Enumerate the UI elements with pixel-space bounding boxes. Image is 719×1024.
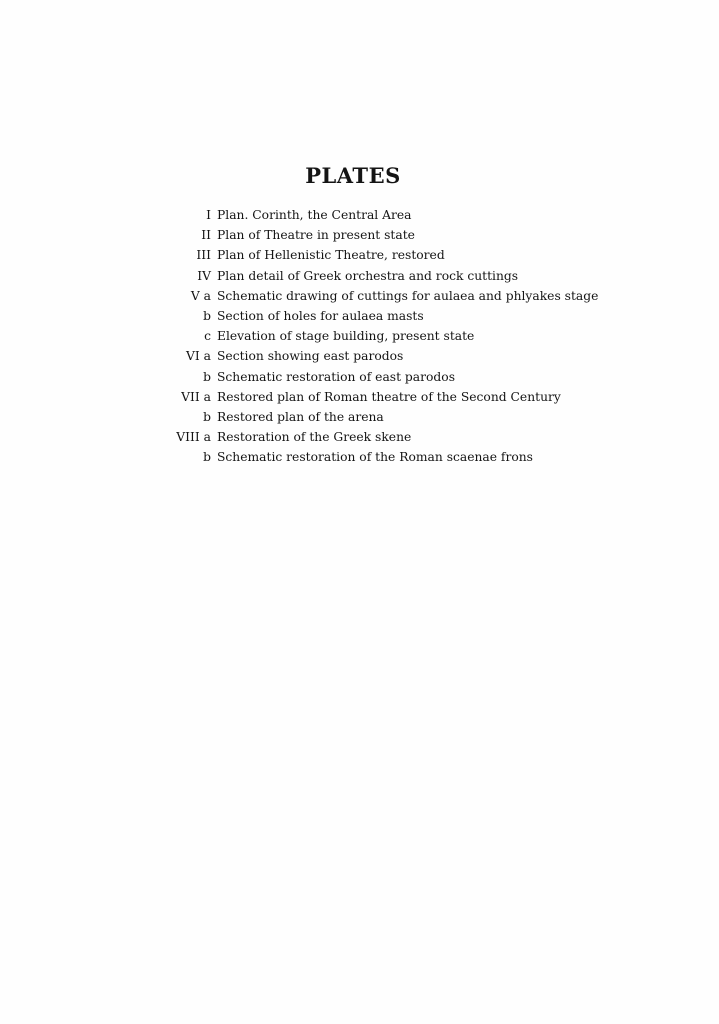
plate-entry — [170, 225, 690, 245]
plate-entry — [170, 306, 690, 326]
plate-number: b — [203, 450, 211, 465]
page-title: PLATES — [305, 163, 401, 188]
plate-caption: Schematic restoration of the Roman scaenae frons — [217, 450, 533, 465]
plate-entry — [170, 326, 690, 346]
plate-caption: Restored plan of Roman theatre of the Second Century — [217, 389, 561, 404]
plate-entry — [170, 447, 690, 467]
plate-caption: Plan detail of Greek orchestra and rock cuttings — [217, 268, 519, 283]
plate-entry — [170, 407, 690, 427]
plate-number: II — [201, 228, 211, 243]
plate-caption: Restoration of the Greek skene — [217, 430, 412, 445]
plate-caption: Section of holes for aulaea masts — [217, 308, 424, 323]
plate-number: VI a — [186, 349, 211, 364]
plate-caption: Schematic restoration of east parodos — [217, 369, 456, 384]
plate-entry — [170, 427, 690, 447]
plate-caption: Plan of Hellenistic Theatre, restored — [217, 248, 445, 263]
plate-number: VIII a — [176, 430, 211, 445]
plate-entry — [170, 387, 690, 407]
plate-entry — [170, 286, 690, 306]
plate-number: I — [206, 208, 211, 222]
plate-caption: Restored plan of the arena — [217, 409, 384, 424]
plate-list — [170, 205, 690, 467]
plate-number: b — [203, 409, 211, 424]
plate-caption: Elevation of stage building, present state — [217, 329, 475, 344]
plate-entry — [170, 367, 690, 387]
plate-number: b — [203, 369, 211, 384]
plate-caption: Section showing east parodos — [217, 349, 404, 364]
plate-entry — [170, 205, 690, 225]
plate-number: b — [203, 308, 211, 323]
plate-entry — [170, 245, 690, 265]
plate-number: V a — [190, 288, 211, 303]
plate-number: VII a — [181, 389, 211, 404]
plate-number: IV — [197, 268, 211, 283]
plate-entry — [170, 346, 690, 366]
plate-number: c — [204, 329, 211, 344]
plate-caption: Schematic drawing of cuttings for aulaea and phlyakes stage — [217, 288, 599, 303]
plate-caption: Plan. Corinth, the Central Area — [217, 208, 412, 222]
plate-caption: Plan of Theatre in present state — [217, 228, 415, 243]
plate-entry — [170, 266, 690, 286]
plate-number: III — [196, 248, 211, 263]
